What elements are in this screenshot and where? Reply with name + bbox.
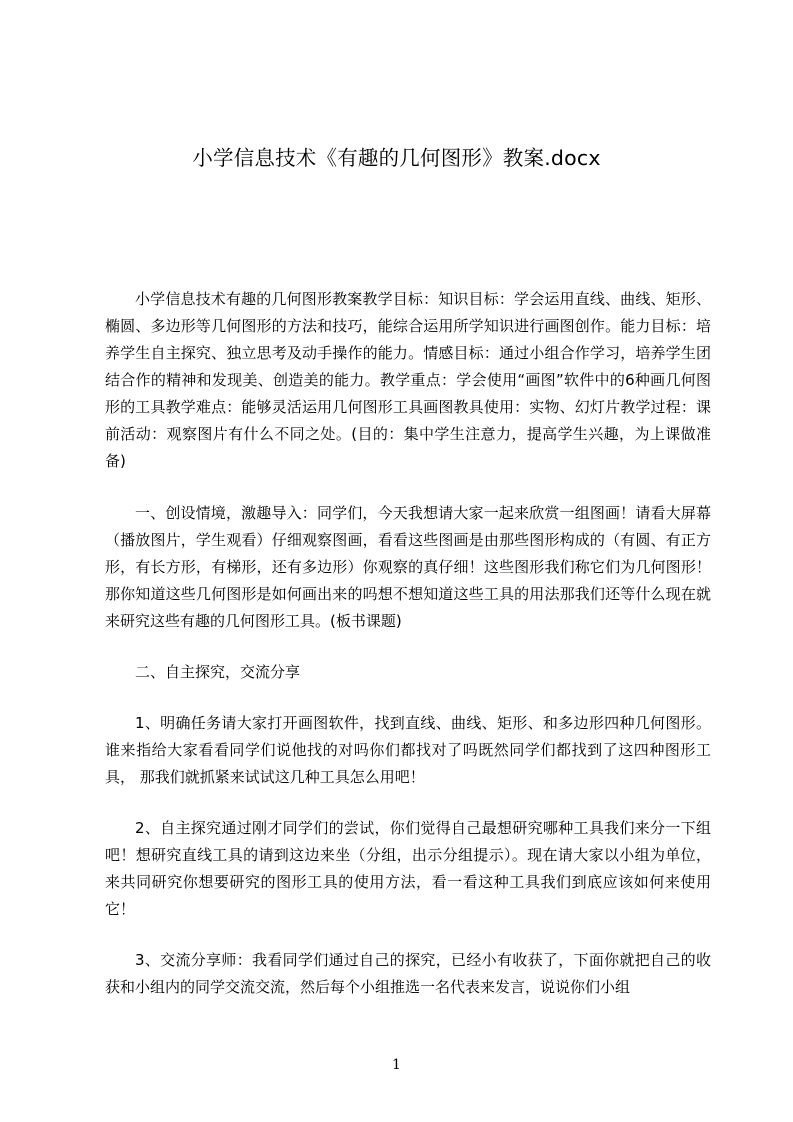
paragraph-introduction: 一、创设情境，激趣导入：同学们，今天我想请大家一起来欣赏一组图画！请看大屏幕（播放图片，学生观看）仔细观察图画，看看这些图画是由那些图形构成的（有圆、有正方形，有长方形，有梯形，还有多边形）你观察的真仔细！这些图形我们称它们为几何图形！那你知道这些几何图形是如何画出来的吗想不想知道这些工具的用法那我们还等什么现在就来研究这些有趣的几何图形工具。(板书课题) [105,504,711,630]
paragraph-step-3: 3、交流分享师：我看同学们通过自己的探究，已经小有收获了，下面你就把自己的收获和小组内的同学交流交流，然后每个小组推选一名代表来发言，说说你们小组 [105,951,711,996]
paragraph-step-1: 1、明确任务请大家打开画图软件，找到直线、曲线、矩形、和多边形四种几何图形。谁来指给大家看看同学们说他找的对吗你们都找对了吗既然同学们都找到了这四种图形工具， 那我们就抓紧来试试这几种工具怎么用吧！ [105,714,711,786]
section-heading-explore-share: 二、自主探究，交流分享 [135,663,301,681]
paragraph-teaching-objectives: 小学信息技术有趣的几何图形教案教学目标：知识目标：学会运用直线、曲线、矩形、椭圆、多边形等几何图形的方法和技巧，能综合运用所学知识进行画图创作。能力目标：培养学生自主探究、独立思考及动手操作的能力。情感目标：通过小组合作学习，培养学生团结合作的精神和发现美、创造美的能力。教学重点：学会使用“画图”软件中的6种画几何图形的工具教学难点：能够灵活运用几何图形工具画图教具使用：实物、幻灯片教学过程：课前活动：观察图片有什么不同之处。(目的：集中学生注意力，提高学生兴趣，为上课做准备) [105,290,711,470]
paragraph-step-2: 2、自主探究通过刚才同学们的尝试，你们觉得自己最想研究哪种工具我们来分一下组吧！想研究直线工具的请到这边来坐（分组，出示分组提示）。现在请大家以小组为单位，来共同研究你想要研究的图形工具的使用方法，看一看这种工具我们到底应该如何来使用它！ [105,819,711,918]
document-body [105,286,711,1001]
document-title: 小学信息技术《有趣的几何图形》教案.docx [192,146,601,170]
page-number: 1 [392,1057,401,1073]
